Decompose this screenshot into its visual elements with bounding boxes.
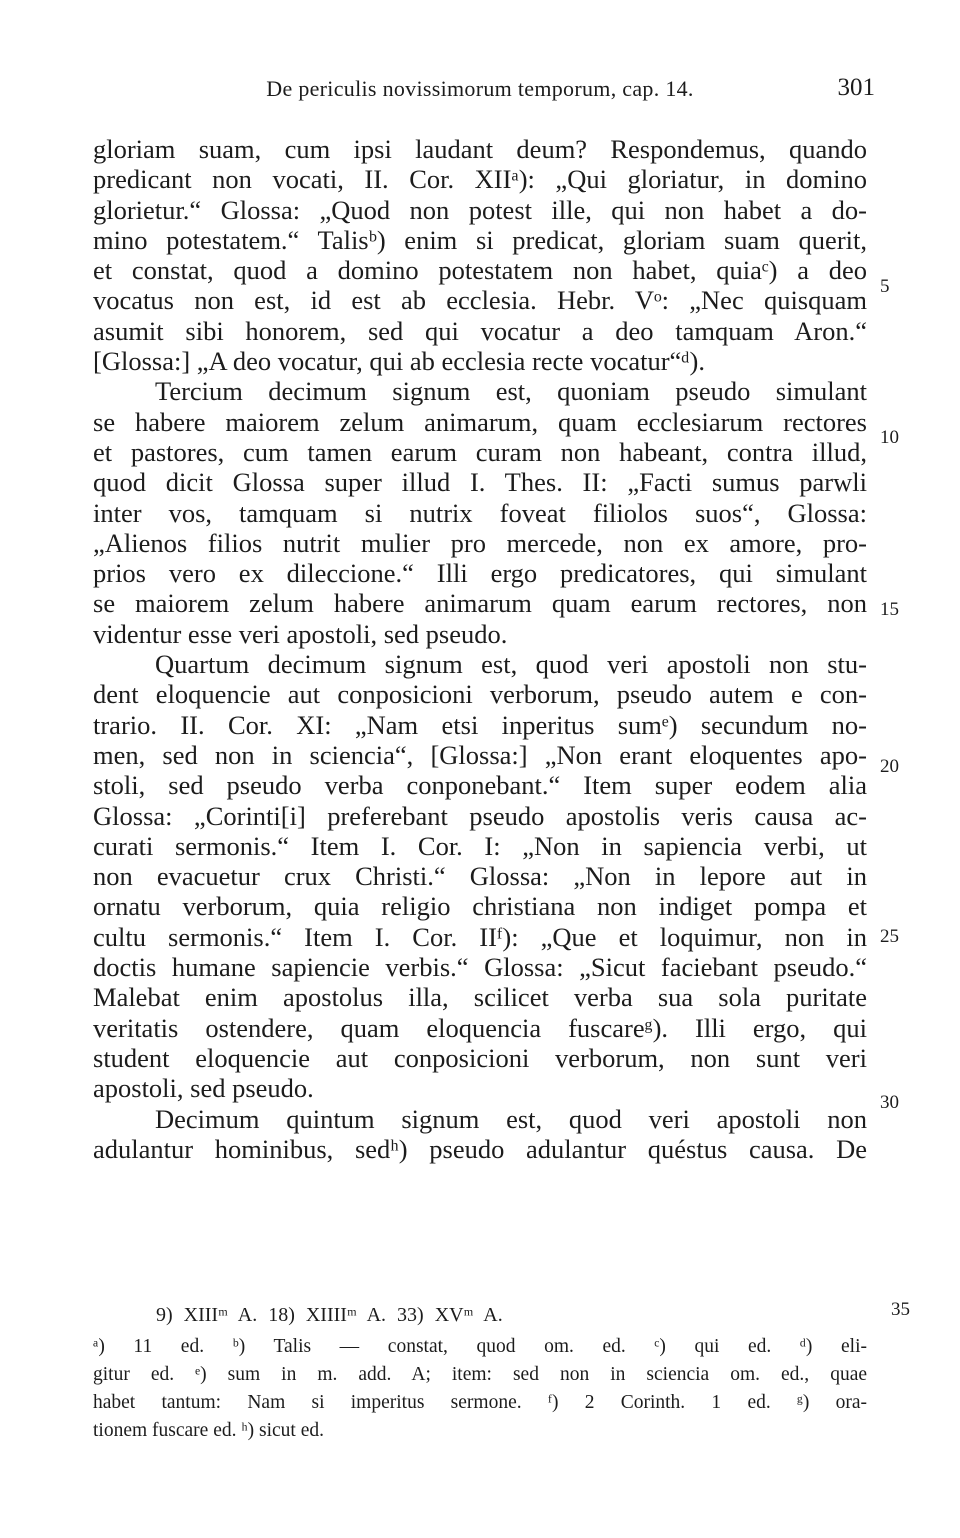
margin-line-number: 20 [880, 756, 899, 777]
margin-line-number: 25 [880, 926, 899, 947]
text-line: curati sermonis.“ Item I. Cor. I: „Non in sapiencia verbi, ut [93, 830, 867, 861]
footnote-line: habet tantum: Nam si imperitus sermone. ᶠ) 2 Corinth. 1 ed. ᵍ) ora- [93, 1392, 867, 1413]
text-line: apostoli, sed pseudo. [93, 1073, 314, 1104]
text-line: inter vos, tamquam si nutrix foveat filiolos suos“, Glossa: [93, 497, 867, 528]
footnotes [93, 1297, 867, 1445]
margin-line-number: 10 [880, 427, 899, 448]
text-line: et pastores, cum tamen earum curam non habeant, contra illud, [93, 436, 867, 467]
page-number: 301 [837, 74, 875, 101]
text-line: et constat, quod a domino potestatem non habet, quiaᶜ) a deo [93, 255, 867, 286]
text-line: Quartum decimum signum est, quod veri apostoli non stu- [155, 649, 867, 680]
text-line: quod dicit Glossa super illud I. Thes. II: „Facti sumus parwli [93, 467, 867, 498]
margin-line-number: 15 [880, 599, 899, 620]
text-line: Glossa: „Corinti[i] preferebant pseudo apostolis veris causa ac- [93, 800, 867, 831]
text-line: ornatu verborum, quia religio christiana non indiget pompa et [93, 891, 867, 922]
text-line: dent eloquencie aut conposicioni verborum, pseudo autem e con- [93, 679, 867, 710]
text-line: cultu sermonis.“ Item I. Cor. IIᶠ): „Que et loquimur, non in [93, 921, 867, 952]
margin-line-number: 5 [880, 276, 890, 297]
text-line: adulantur hominibus, sedʰ) pseudo adulantur quéstus causa. De [93, 1133, 867, 1164]
margin-line-number: 35 [891, 1299, 910, 1320]
text-line: men, sed non in sciencia“, [Glossa:] „Non erant eloquentes apo- [93, 739, 867, 770]
text-line: asumit sibi honorem, sed qui vocatur a deo tamquam Aron.“ [93, 315, 867, 346]
text-line: Decimum quintum signum est, quod veri apostoli non [155, 1103, 867, 1134]
text-line: veritatis ostendere, quam eloquencia fuscareᵍ). Illi ergo, qui [93, 1012, 867, 1043]
text-line: videntur esse veri apostoli, sed pseudo. [93, 618, 508, 649]
text-line: Malebat enim apostolus illa, scilicet verba sua sola puritate [93, 982, 867, 1013]
text-line: Tercium decimum signum est, quoniam pseudo simulant [155, 376, 867, 407]
text-line: vocatus non est, id est ab ecclesia. Hebr. Vᵒ: „Nec quisquam [93, 285, 867, 316]
text-line: predicant non vocati, II. Cor. XIIᵃ): „Qui gloriatur, in domino [93, 164, 867, 195]
text-line: student eloquencie aut conposicioni verborum, non sunt veri [93, 1042, 867, 1073]
text-line: stoli, sed pseudo verba conponebant.“ Item super eodem alia [93, 770, 867, 801]
text-line: se maiorem zelum habere animarum quam earum rectores, non [93, 588, 867, 619]
text-line: gloriam suam, cum ipsi laudant deum? Respondemus, quando [93, 134, 867, 164]
text-line: mino potestatem.“ Talisᵇ) enim si predicat, gloriam suam querit, [93, 224, 867, 255]
text-line: prios vero ex dileccione.“ Illi ergo predicatores, qui simulant [93, 558, 867, 589]
body-text [93, 134, 867, 1164]
text-line: doctis humane sapiencie verbis.“ Glossa: „Sicut faciebant pseudo.“ [93, 952, 867, 983]
text-line: „Alienos filios nutrit mulier pro mercede, non ex amore, pro- [93, 527, 867, 558]
running-title: De periculis novissimorum temporum, cap. 14. [266, 76, 694, 101]
text-line: non evacuetur crux Christi.“ Glossa: „Non in lepore aut in [93, 861, 867, 892]
text-line: [Glossa:] „A deo vocatur, qui ab ecclesia recte vocatur“ᵈ). [93, 346, 705, 377]
footnote-line: gitur ed. ᵉ) sum in m. add. A; item: sed non in sciencia om. ed., quae [93, 1364, 867, 1385]
line-reference-notes: 9) XIIIᵐ A. 18) XIIIIᵐ A. 33) XVᵐ A. [156, 1304, 503, 1326]
footnote-line: tionem fuscare ed. ʰ) sicut ed. [93, 1420, 324, 1441]
text-line: glorietur.“ Glossa: „Quod non potest ille, qui non habet a do- [93, 194, 867, 225]
margin-line-number: 30 [880, 1092, 899, 1113]
text-line: se habere maiorem zelum animarum, quam ecclesiarum rectores [93, 406, 867, 437]
text-line: trario. II. Cor. XI: „Nam etsi inperitus sumᵉ) secundum no- [93, 709, 867, 740]
footnote-line: ᵃ) 11 ed. ᵇ) Talis — constat, quod om. ed. ᶜ) qui ed. ᵈ) eli- [93, 1336, 867, 1357]
